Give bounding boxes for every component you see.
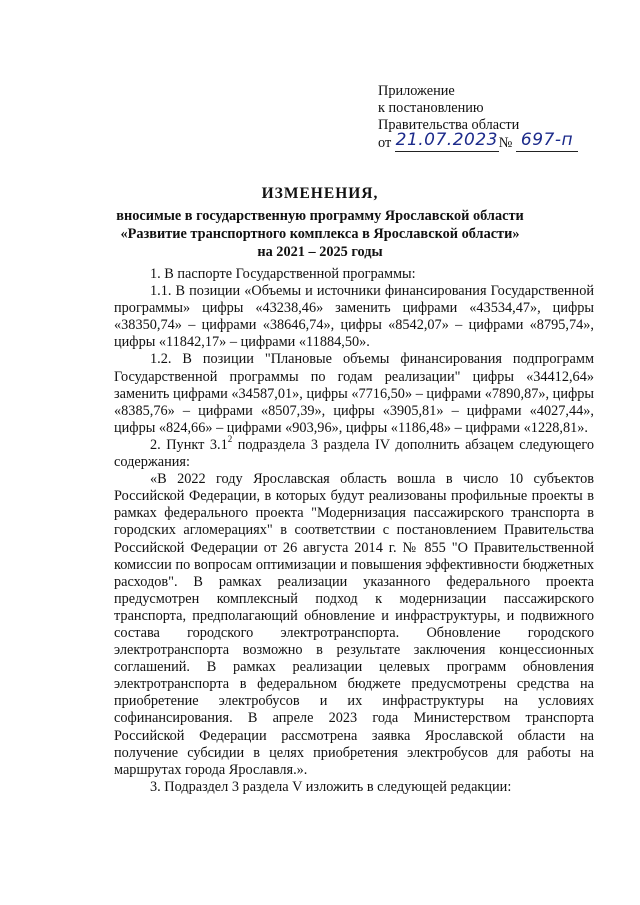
paragraph-2 (114, 434, 594, 471)
appendix-block (378, 83, 578, 152)
paragraph-3: 3. Подраздел 3 раздела V изложить в следующей редакции: (150, 778, 512, 795)
paragraph-insert-text: «В 2022 году Ярославская область вошла в число 10 субъектов Российской Федерации, в которых будут реализованы профильные проекты в рамках федерального проекта "Модернизация пассажирского транспорта в городских агломерациях" в соответствии с постановлением Правительства Российской Федерации от 26 августа 2014 г. № 855 "О Правительственной комиссии по вопросам оптимизации и повышения эффективности бюджетных расходов". В рамках реализации указанного федерального проекта предусмотрен комплексный подход к модернизации пассажирского транспорта, предполагающий обновление и инфраструктуры, и подвижного состава городского электротранспорта. Обновление городского электротранспорта возможно в результате заключения концессионных соглашений. В рамках реализации целевых программ обновления электротранспорта в федеральном бюджете предусмотрены средства на приобретение электробусов и их инфраструктуры на условиях софинансирования. В апреле 2023 года Министерством транспорта Российской Федерации рассмотрена заявка Ярославской области на получение субсидии в целях приобретения электробусов для работы на маршрутах города Ярославля.». (114, 471, 594, 778)
heading-line-3: «Развитие транспортного комплекса в Ярославской области» (120, 226, 520, 242)
handwritten-date: 21.07.2023 (395, 129, 498, 150)
number-label: № (498, 134, 513, 151)
paragraph-2-start: 2. Пункт 3.1 (150, 436, 228, 453)
heading-title: ИЗМЕНЕНИЯ, (261, 185, 379, 202)
paragraph-1: 1. В паспорте Государственной программы: (150, 266, 416, 282)
appendix-line-3: Правительства области (378, 117, 520, 134)
paragraph-2-end: подраздела 3 раздела IV дополнить абзацем следующего содержания: (114, 436, 594, 471)
appendix-date-number-row (378, 129, 578, 152)
appendix-line-2: к постановлению (378, 100, 484, 117)
superscript: 2 (227, 434, 233, 445)
paragraph-1-1: 1.1. В позиции «Объемы и источники финансирования Государственной программы» цифры «43238,46» заменить цифрами «43534,47», цифры «38350,74» – цифрами «38646,74», цифры «8542,07» – цифрами «8795,74», цифры «11842,17» – цифрами «11884,50». (114, 283, 594, 351)
heading-line-4: на 2021 – 2025 годы (257, 244, 383, 260)
document-body (114, 266, 594, 796)
document-heading (110, 185, 530, 261)
handwritten-number: 697-п (520, 129, 574, 150)
appendix-line-1: Приложение (378, 83, 455, 99)
paragraph-1-2: 1.2. В позиции "Плановые объемы финансирования подпрограмм Государственной программы по годам реализации" цифры «34412,64» заменить цифрами «34587,01», цифры «7716,50» – цифрами «7890,87», цифры «8385,76» – цифрами «8507,39», цифры «3905,81» – цифрами «4027,44», цифры «824,66» – цифрами «903,96», цифры «1186,48» – цифрами «1228,81». (114, 351, 594, 436)
from-label: от (378, 134, 392, 151)
heading-line-2: вносимые в государственную программу Ярославской области (116, 208, 524, 224)
